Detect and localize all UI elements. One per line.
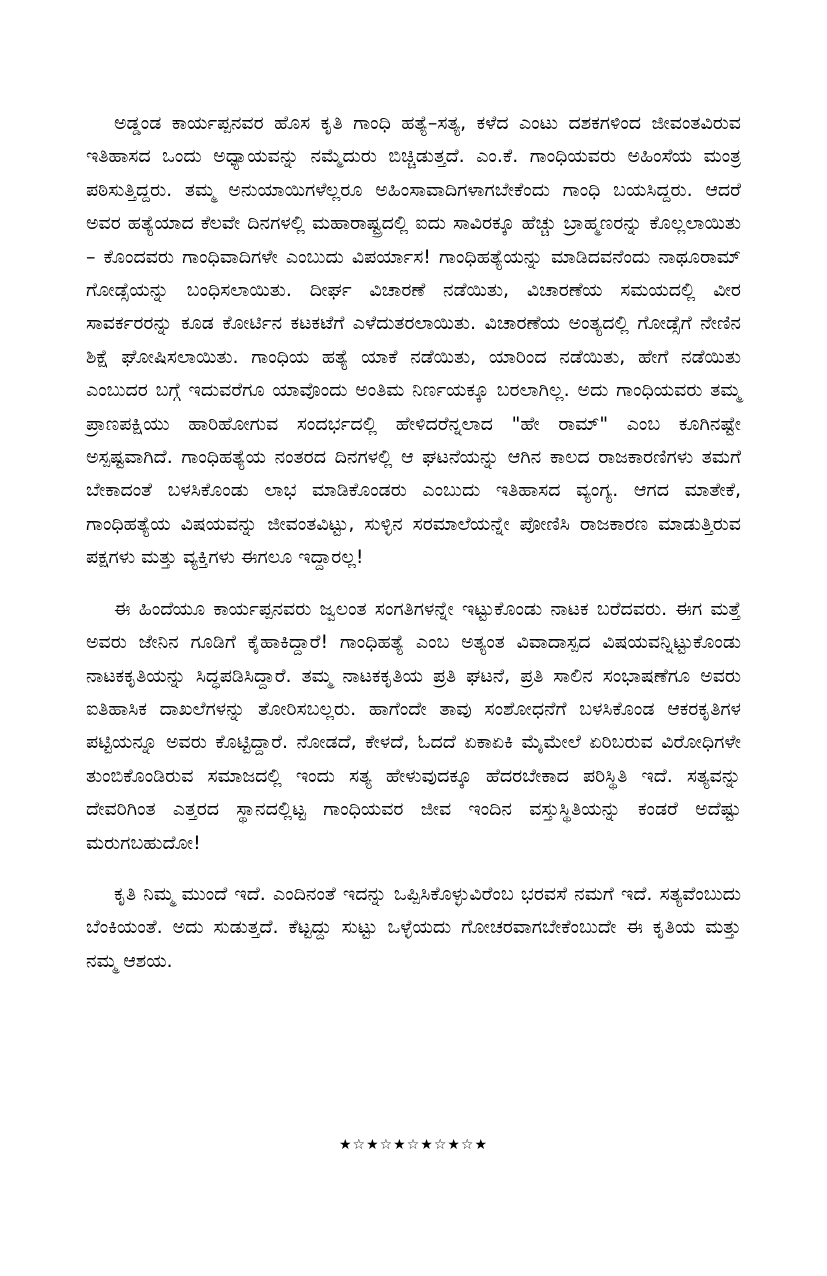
paragraph-3: ಕೃತಿ ನಿಮ್ಮ ಮುಂದೆ ಇದೆ. ಎಂದಿನಂತೆ ಇದನ್ನು ಒಪ್ಪಿಸಿಕೊಳ್ಳುವಿರೆಂಬ ಭರವಸೆ ನಮಗೆ ಇದೆ. ಸತ್ಯವೆಂಬುದು ಬೆಂಕಿಯಂತೆ. ಅದು ಸುಡುತ್ತದೆ. ಕೆಟ್ಟದ್ದು ಸುಟ್ಟು ಒಳ್ಳೆಯದು ಗೋಚರವಾಗಬೇಕೆಂಬುದೇ ಈ ಕೃತಿಯ ಮತ್ತು ನಮ್ಮ ಆಶಯ.: [86, 882, 741, 972]
preface-text: [86, 107, 741, 996]
paragraph-2: ಈ ಹಿಂದೆಯೂ ಕಾರ್ಯಪ್ಪನವರು ಜ್ವಲಂತ ಸಂಗತಿಗಳನ್ನೇ ಇಟ್ಟುಕೊಂಡು ನಾಟಕ ಬರೆದವರು. ಈಗ ಮತ್ತೆ ಅವರು ಜೇನಿನ ಗೂಡಿಗೆ ಕೈಹಾಕಿದ್ದಾರೆ! ಗಾಂಧಿಹತ್ಯೆ ಎಂಬ ಅತ್ಯಂತ ವಿವಾದಾಸ್ಪದ ವಿಷಯವನ್ನಿಟ್ಟುಕೊಂಡು ನಾಟಕಕೃತಿಯನ್ನು ಸಿದ್ಧಪಡಿಸಿದ್ದಾರೆ. ತಮ್ಮ ನಾಟಕಕೃತಿಯ ಪ್ರತಿ ಘಟನೆ, ಪ್ರತಿ ಸಾಲಿನ ಸಂಭಾಷಣೆಗೂ ಅವರು ಐತಿಹಾಸಿಕ ದಾಖಲೆಗಳನ್ನು ತೋರಿಸಬಲ್ಲರು. ಹಾಗೆಂದೇ ತಾವು ಸಂಶೋಧನೆಗೆ ಬಳಸಿಕೊಂಡ ಆಕರಕೃತಿಗಳ ಪಟ್ಟಿಯನ್ನೂ ಅವರು ಕೊಟ್ಟಿದ್ದಾರೆ. ನೋಡದೆ, ಕೇಳದೆ, ಓದದೆ ಏಕಾಏಕಿ ಮೈಮೇಲೆ ಏರಿಬರುವ ವಿರೋಧಿಗಳೇ ತುಂಬಿಕೊಂಡಿರುವ ಸಮಾಜದಲ್ಲಿ ಇಂದು ಸತ್ಯ ಹೇಳುವುದಕ್ಕೂ ಹೆದರಬೇಕಾದ ಪರಿಸ್ಥಿತಿ ಇದೆ. ಸತ್ಯವನ್ನು ದೇವರಿಗಿಂತ ಎತ್ತರದ ಸ್ಥಾನದಲ್ಲಿಟ್ಟ ಗಾಂಧಿಯವರ ಜೀವ ಇಂದಿನ ವಸ್ತುಸ್ಥಿತಿಯನ್ನು ಕಂಡರೆ ಅದೆಷ್ಟು ಮರುಗಬಹುದೋ!: [86, 597, 741, 854]
paragraph-1: ಅಡ್ಡಂಡ ಕಾರ್ಯಪ್ಪನವರ ಹೊಸ ಕೃತಿ ಗಾಂಧಿ ಹತ್ಯೆ–ಸತ್ಯ, ಕಳೆದ ಎಂಟು ದಶಕಗಳಿಂದ ಜೀವಂತವಿರುವ ಇತಿಹಾಸದ ಒಂದು ಅಧ್ಯಾಯವನ್ನು ನಮ್ಮೆದುರು ಬಿಚ್ಚಿಡುತ್ತದೆ. ಎಂ.ಕೆ. ಗಾಂಧಿಯವರು ಅಹಿಂಸೆಯ ಮಂತ್ರ ಪಠಿಸುತ್ತಿದ್ದರು. ತಮ್ಮ ಅನುಯಾಯಿಗಳೆಲ್ಲರೂ ಅಹಿಂಸಾವಾದಿಗಳಾಗಬೇಕೆಂದು ಗಾಂಧಿ ಬಯಸಿದ್ದರು. ಆದರೆ ಅವರ ಹತ್ಯೆಯಾದ ಕೆಲವೇ ದಿನಗಳಲ್ಲಿ ಮಹಾರಾಷ್ಟ್ರದಲ್ಲಿ ಐದು ಸಾವಿರಕ್ಕೂ ಹೆಚ್ಚು ಬ್ರಾಹ್ಮಣರನ್ನು ಕೊಲ್ಲಲಾಯಿತು – ಕೊಂದವರು ಗಾಂಧಿವಾದಿಗಳೇ ಎಂಬುದು ವಿಪರ್ಯಾಸ! ಗಾಂಧಿಹತ್ಯೆಯನ್ನು ಮಾಡಿದವನೆಂದು ನಾಥೂರಾಮ್ ಗೋಡ್ಸೆಯನ್ನು ಬಂಧಿಸಲಾಯಿತು. ದೀರ್ಘ ವಿಚಾರಣೆ ನಡೆಯಿತು, ವಿಚಾರಣೆಯ ಸಮಯದಲ್ಲಿ ವೀರ ಸಾವರ್ಕರರನ್ನು ಕೂಡ ಕೋರ್ಟಿನ ಕಟಕಟೆಗೆ ಎಳೆದುತರಲಾಯಿತು. ವಿಚಾರಣೆಯ ಅಂತ್ಯದಲ್ಲಿ ಗೋಡ್ಸೆಗೆ ನೇಣಿನ ಶಿಕ್ಷೆ ಘೋಷಿಸಲಾಯಿತು. ಗಾಂಧಿಯ ಹತ್ಯೆ ಯಾಕೆ ನಡೆಯಿತು, ಯಾರಿಂದ ನಡೆಯಿತು, ಹೇಗೆ ನಡೆಯಿತು ಎಂಬುದರ ಬಗ್ಗೆ ಇದುವರೆಗೂ ಯಾವೊಂದು ಅಂತಿಮ ನಿರ್ಣಯಕ್ಕೂ ಬರಲಾಗಿಲ್ಲ. ಅದು ಗಾಂಧಿಯವರು ತಮ್ಮ ಪ್ರಾಣಪಕ್ಷಿಯು ಹಾರಿಹೋಗುವ ಸಂದರ್ಭದಲ್ಲಿ ಹೇಳಿದರೆನ್ನಲಾದ "ಹೇ ರಾಮ್" ಎಂಬ ಕೂಗಿನಷ್ಟೇ ಅಸ್ಪಷ್ಟವಾಗಿದೆ. ಗಾಂಧಿಹತ್ಯೆಯ ನಂತರದ ದಿನಗಳಲ್ಲಿ ಆ ಘಟನೆಯನ್ನು ಆಗಿನ ಕಾಲದ ರಾಜಕಾರಣಿಗಳು ತಮಗೆ ಬೇಕಾದಂತೆ ಬಳಸಿಕೊಂಡು ಲಾಭ ಮಾಡಿಕೊಂಡರು ಎಂಬುದು ಇತಿಹಾಸದ ವ್ಯಂಗ್ಯ. ಆಗದ ಮಾತೇಕೆ, ಗಾಂಧಿಹತ್ಯೆಯ ವಿಷಯವನ್ನು ಜೀವಂತವಿಟ್ಟು, ಸುಳ್ಳಿನ ಸರಮಾಲೆಯನ್ನೇ ಪೋಣಿಸಿ ರಾಜಕಾರಣ ಮಾಡುತ್ತಿರುವ ಪಕ್ಷಗಳು ಮತ್ತು ವ್ಯಕ್ತಿಗಳು ಈಗಲೂ ಇದ್ದಾರಲ್ಲ!: [86, 112, 741, 569]
star-divider: ★☆★☆★☆★☆★☆★: [338, 1137, 489, 1153]
